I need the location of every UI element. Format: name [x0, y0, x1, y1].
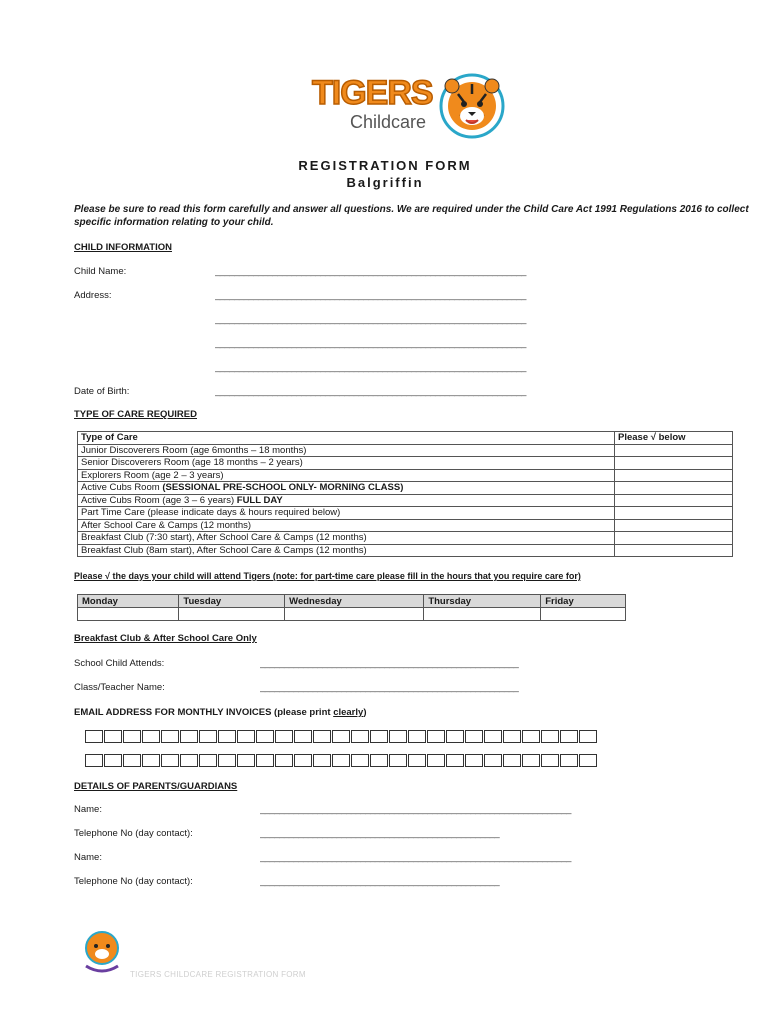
care-row: [78, 519, 733, 532]
email-char-box[interactable]: [560, 754, 578, 767]
email-char-box[interactable]: [218, 730, 236, 743]
email-char-box[interactable]: [199, 754, 217, 767]
care-row-label: Active Cubs Room (age 3 – 6 years): [81, 494, 237, 506]
address-field-4[interactable]: _________________________________________________________________: [215, 362, 526, 373]
care-row-label: Breakfast Club (8am start), After School Care & Camps (12 months): [81, 544, 367, 556]
email-char-box[interactable]: [161, 754, 179, 767]
care-row-label: Part Time Care (please indicate days & hours required below): [81, 507, 341, 519]
email-char-box[interactable]: [275, 730, 293, 743]
day-tuesday: Tuesday: [179, 595, 285, 608]
care-row-label: Breakfast Club (7:30 start), After School Care & Camps (12 months): [81, 532, 367, 544]
class-teacher-field[interactable]: ______________________________________________________: [260, 682, 519, 693]
email-char-box[interactable]: [351, 730, 369, 743]
email-char-box[interactable]: [142, 730, 160, 743]
day-wednesday: Wednesday: [285, 595, 424, 608]
email-char-box[interactable]: [484, 754, 502, 767]
email-heading-underlined: clearly: [333, 707, 364, 718]
email-char-box[interactable]: [389, 754, 407, 767]
care-row-tick-cell[interactable]: [615, 482, 733, 495]
care-row: [78, 444, 733, 457]
email-heading: [74, 707, 366, 718]
email-char-box[interactable]: [332, 754, 350, 767]
care-row: [78, 532, 733, 545]
care-row-label: Active Cubs Room: [81, 482, 163, 494]
email-char-box[interactable]: [180, 730, 198, 743]
address-field-3[interactable]: _________________________________________________________________: [215, 338, 526, 349]
thursday-cell[interactable]: [424, 608, 541, 621]
email-box-row-1[interactable]: [85, 730, 598, 743]
footer-text: TIGERS CHILDCARE REGISTRATION FORM: [130, 970, 306, 979]
care-row: [78, 544, 733, 557]
email-char-box[interactable]: [313, 754, 331, 767]
care-row: [78, 457, 733, 470]
email-char-box[interactable]: [408, 730, 426, 743]
days-heading: Please √ the days your child will attend Tigers (note: for part-time care please fill in the hours that you require care for): [74, 571, 581, 581]
breakfast-heading: Breakfast Club & After School Care Only: [74, 633, 257, 644]
parent-1-tel-label: Telephone No (day contact):: [74, 828, 193, 839]
care-row-bold: FULL DAY: [236, 494, 283, 506]
monday-cell[interactable]: [78, 608, 179, 621]
email-char-box[interactable]: [256, 730, 274, 743]
email-char-box[interactable]: [541, 754, 559, 767]
care-row-label: Explorers Room (age 2 – 3 years): [81, 469, 224, 481]
class-teacher-label: Class/Teacher Name:: [74, 682, 165, 693]
care-table: [77, 431, 733, 557]
care-row-label: After School Care & Camps (12 months): [81, 519, 252, 531]
email-char-box[interactable]: [180, 754, 198, 767]
email-char-box[interactable]: [313, 730, 331, 743]
email-box-row-2[interactable]: [85, 754, 598, 767]
address-field-2[interactable]: _________________________________________________________________: [215, 314, 526, 325]
parent-2-name-label: Name:: [74, 852, 102, 863]
email-char-box[interactable]: [104, 754, 122, 767]
parent-2-tel-label: Telephone No (day contact):: [74, 876, 193, 887]
email-heading-text: EMAIL ADDRESS FOR MONTHLY INVOICES (please print: [74, 707, 334, 718]
tigers-logo: [312, 72, 512, 142]
child-info-heading: CHILD INFORMATION: [74, 242, 172, 253]
tiger-face-icon: [438, 72, 506, 140]
parent-1-name-field[interactable]: _________________________________________________________________: [260, 804, 571, 815]
day-friday: Friday: [541, 595, 626, 608]
email-char-box[interactable]: [389, 730, 407, 743]
care-row: [78, 482, 733, 495]
email-char-box[interactable]: [446, 730, 464, 743]
care-row-tick-cell[interactable]: [615, 507, 733, 520]
email-char-box[interactable]: [104, 730, 122, 743]
parent-2-tel-field[interactable]: __________________________________________________: [260, 876, 500, 887]
care-row-tick-cell[interactable]: [615, 444, 733, 457]
email-char-box[interactable]: [85, 754, 103, 767]
email-char-box[interactable]: [218, 754, 236, 767]
day-thursday: Thursday: [424, 595, 541, 608]
wednesday-cell[interactable]: [285, 608, 424, 621]
friday-cell[interactable]: [541, 608, 626, 621]
dob-label: Date of Birth:: [74, 386, 130, 397]
email-char-box[interactable]: [123, 754, 141, 767]
email-char-box[interactable]: [408, 754, 426, 767]
school-field[interactable]: ______________________________________________________: [260, 658, 519, 669]
email-char-box[interactable]: [275, 754, 293, 767]
email-char-box[interactable]: [522, 754, 540, 767]
child-name-label: Child Name:: [74, 266, 127, 277]
parents-heading: DETAILS OF PARENTS/GUARDIANS: [74, 781, 238, 792]
email-char-box[interactable]: [237, 754, 255, 767]
parent-1-tel-field[interactable]: __________________________________________________: [260, 828, 500, 839]
email-char-box[interactable]: [522, 730, 540, 743]
care-col-tick: Please √ below: [615, 432, 733, 445]
form-location: Balgriffin: [346, 175, 424, 190]
days-table: [77, 594, 626, 621]
email-char-box[interactable]: [256, 754, 274, 767]
email-char-box[interactable]: [85, 730, 103, 743]
address-field-1[interactable]: _________________________________________________________________: [215, 290, 526, 301]
email-char-box[interactable]: [446, 754, 464, 767]
email-char-box[interactable]: [465, 730, 483, 743]
school-label: School Child Attends:: [74, 658, 165, 669]
care-heading: TYPE OF CARE REQUIRED: [74, 409, 197, 420]
email-char-box[interactable]: [142, 754, 160, 767]
email-char-box[interactable]: [427, 754, 445, 767]
parent-1-name-label: Name:: [74, 804, 102, 815]
logo-brand-text: TIGERS: [312, 74, 433, 112]
early-years-badge-icon: [78, 928, 126, 976]
care-row-tick-cell[interactable]: [615, 519, 733, 532]
email-char-box[interactable]: [370, 754, 388, 767]
email-char-box[interactable]: [294, 754, 312, 767]
logo-sub-text: Childcare: [350, 112, 427, 132]
email-char-box[interactable]: [560, 730, 578, 743]
email-char-box[interactable]: [579, 730, 597, 743]
intro-text: Please be sure to read this form carefully and answer all questions. We are required under the Child Care Act 1991 Regulations 2016 to collect specific information relating to your child.: [74, 204, 749, 228]
parent-2-name-field[interactable]: _________________________________________________________________: [260, 852, 571, 863]
dob-field[interactable]: _________________________________________________________________: [215, 386, 526, 397]
day-monday: Monday: [78, 595, 179, 608]
email-char-box[interactable]: [579, 754, 597, 767]
care-row-label: Senior Discoverers Room (age 18 months – 2 years): [81, 457, 303, 469]
email-char-box[interactable]: [294, 730, 312, 743]
care-row-tick-cell[interactable]: [615, 469, 733, 482]
care-row-label: Junior Discoverers Room (age 6months – 18 months): [81, 444, 307, 456]
email-char-box[interactable]: [332, 730, 350, 743]
email-char-box[interactable]: [237, 730, 255, 743]
email-char-box[interactable]: [370, 730, 388, 743]
care-row: [78, 494, 733, 507]
care-row: [78, 469, 733, 482]
care-row: [78, 507, 733, 520]
email-char-box[interactable]: [351, 754, 369, 767]
email-char-box[interactable]: [484, 730, 502, 743]
email-char-box[interactable]: [427, 730, 445, 743]
email-char-box[interactable]: [199, 730, 217, 743]
form-title: REGISTRATION FORM: [298, 158, 472, 173]
care-col-type: Type of Care: [78, 432, 615, 445]
care-row-tick-cell[interactable]: [615, 457, 733, 470]
email-heading-close: ): [363, 707, 367, 718]
care-row-tick-cell[interactable]: [615, 494, 733, 507]
care-row-bold: (SESSIONAL PRE-SCHOOL ONLY- MORNING CLASS): [162, 482, 404, 494]
child-name-field[interactable]: _________________________________________________________________: [215, 266, 526, 277]
care-row-tick-cell[interactable]: [615, 532, 733, 545]
email-char-box[interactable]: [503, 730, 521, 743]
email-char-box[interactable]: [541, 730, 559, 743]
tuesday-cell[interactable]: [179, 608, 285, 621]
email-char-box[interactable]: [161, 730, 179, 743]
care-row-tick-cell[interactable]: [615, 544, 733, 557]
email-char-box[interactable]: [123, 730, 141, 743]
email-char-box[interactable]: [465, 754, 483, 767]
address-label: Address:: [74, 290, 112, 301]
email-char-box[interactable]: [503, 754, 521, 767]
